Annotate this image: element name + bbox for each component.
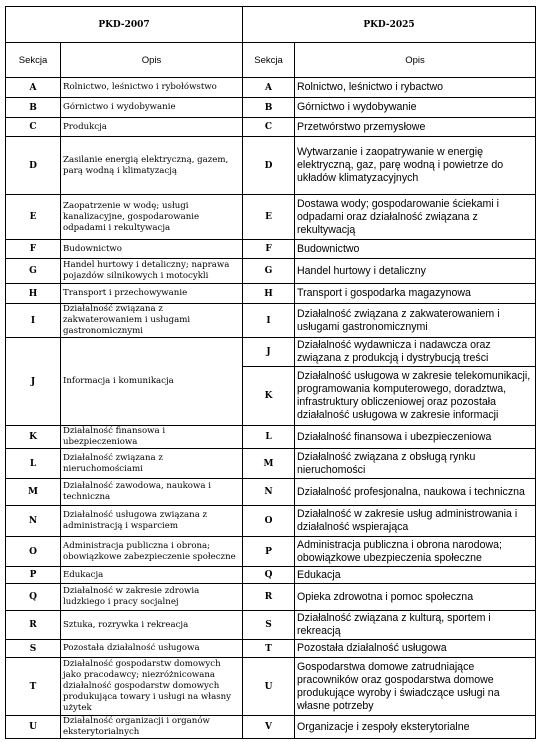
table-row: [6, 426, 536, 449]
section-desc-2007: Transport i przechowywanie: [61, 284, 243, 304]
section-code-2025: O: [243, 506, 295, 537]
section-code-2007: A: [6, 78, 61, 98]
section-desc-2007: Informacja i komunikacja: [61, 338, 243, 426]
section-code-2025: L: [243, 426, 295, 449]
section-desc-2025: Działalność usługowa w zakresie telekomunikacji, programowania komputerowego, doradztwa, infrastruktury obliczeniowej oraz pozostała działalność usługowa w zakresie informacji: [295, 367, 536, 426]
section-code-2025: G: [243, 259, 295, 284]
section-code-2007: S: [6, 640, 61, 658]
table-row: [6, 449, 536, 479]
section-code-2025: Q: [243, 567, 295, 584]
section-desc-2007: Działalność zawodowa, naukowa i techniczna: [61, 479, 243, 506]
table-row: [6, 658, 536, 716]
section-code-2007: B: [6, 98, 61, 118]
opis-header-2025: Opis: [295, 43, 536, 78]
section-desc-2007: Działalność finansowa i ubezpieczeniowa: [61, 426, 243, 449]
section-code-2007: J: [6, 338, 61, 426]
section-code-2007: Q: [6, 584, 61, 611]
table-row: [6, 567, 536, 584]
section-desc-2025: Rolnictwo, leśnictwo i rybactwo: [295, 78, 536, 98]
section-desc-2007: Działalność gospodarstw domowych jako pracodawcy; niezróżnicowana działalność gospodarstw domowych produkująca towary i usługi na własny użytek: [61, 658, 243, 716]
section-desc-2025: Górnictwo i wydobywanie: [295, 98, 536, 118]
table-row: [6, 259, 536, 284]
pkd2007-header: PKD-2007: [6, 7, 243, 43]
section-code-2025: U: [243, 658, 295, 716]
section-desc-2025: Działalność wydawnicza i nadawcza oraz związana z produkcją i dystrybucją treści: [295, 338, 536, 367]
section-desc-2025: Działalność finansowa i ubezpieczeniowa: [295, 426, 536, 449]
sekcja-header-2025: Sekcja: [243, 43, 295, 78]
section-code-2025: J: [243, 338, 295, 367]
section-code-2007: C: [6, 118, 61, 137]
section-desc-2007: Działalność związana z zakwaterowaniem i usługami gastronomicznymi: [61, 304, 243, 338]
section-code-2007: R: [6, 611, 61, 640]
table-row: [6, 716, 536, 739]
sekcja-header-2007: Sekcja: [6, 43, 61, 78]
section-code-2007: K: [6, 426, 61, 449]
section-code-2025: H: [243, 284, 295, 304]
section-code-2025: A: [243, 78, 295, 98]
section-code-2007: L: [6, 449, 61, 479]
section-desc-2007: Rolnictwo, leśnictwo i rybołówstwo: [61, 78, 243, 98]
section-desc-2025: Działalność profesjonalna, naukowa i techniczna: [295, 479, 536, 506]
section-code-2025: B: [243, 98, 295, 118]
section-code-2007: P: [6, 567, 61, 584]
section-code-2025: K: [243, 367, 295, 426]
section-desc-2025: Opieka zdrowotna i pomoc społeczna: [295, 584, 536, 611]
table-row: [6, 640, 536, 658]
section-code-2007: N: [6, 506, 61, 537]
section-code-2007: I: [6, 304, 61, 338]
section-desc-2025: Przetwórstwo przemysłowe: [295, 118, 536, 137]
table-row: [6, 118, 536, 137]
section-desc-2025: Transport i gospodarka magazynowa: [295, 284, 536, 304]
table-row: [6, 338, 536, 367]
section-desc-2007: Administracja publiczna i obrona; obowiązkowe zabezpieczenie społeczne: [61, 537, 243, 567]
section-code-2007: H: [6, 284, 61, 304]
table-row: [6, 304, 536, 338]
section-code-2025: T: [243, 640, 295, 658]
section-desc-2025: Handel hurtowy i detaliczny: [295, 259, 536, 284]
section-desc-2025: Działalność związana z zakwaterowaniem i usługami gastronomicznymi: [295, 304, 536, 338]
section-desc-2007: Górnictwo i wydobywanie: [61, 98, 243, 118]
section-desc-2007: Działalność usługowa związana z administracją i wsparciem: [61, 506, 243, 537]
section-desc-2007: Działalność w zakresie zdrowia ludzkiego i pracy socjalnej: [61, 584, 243, 611]
section-code-2025: S: [243, 611, 295, 640]
table-row: [6, 240, 536, 259]
section-desc-2025: Administracja publiczna i obrona narodowa; obowiązkowe ubezpieczenia społeczne: [295, 537, 536, 567]
section-code-2025: F: [243, 240, 295, 259]
section-desc-2007: Edukacja: [61, 567, 243, 584]
section-desc-2025: Działalność związana z obsługą rynku nieruchomości: [295, 449, 536, 479]
section-code-2007: M: [6, 479, 61, 506]
table-row: [6, 137, 536, 195]
section-desc-2007: Działalność związana z nieruchomościami: [61, 449, 243, 479]
section-desc-2025: Budownictwo: [295, 240, 536, 259]
section-desc-2025: Organizacje i zespoły eksterytorialne: [295, 716, 536, 739]
section-desc-2007: Pozostała działalność usługowa: [61, 640, 243, 658]
table-row: [6, 284, 536, 304]
section-code-2007: U: [6, 716, 61, 739]
section-desc-2025: Działalność w zakresie usług administrowania i działalność wspierająca: [295, 506, 536, 537]
section-code-2025: D: [243, 137, 295, 195]
section-desc-2025: Wytwarzanie i zaopatrywanie w energię elektryczną, gaz, parę wodną i powietrze do układów klimatyzacyjnych: [295, 137, 536, 195]
section-desc-2025: Pozostała działalność usługowa: [295, 640, 536, 658]
section-code-2007: T: [6, 658, 61, 716]
section-code-2007: E: [6, 195, 61, 240]
pkd2025-header: PKD-2025: [243, 7, 536, 43]
section-code-2025: R: [243, 584, 295, 611]
section-desc-2007: Działalność organizacji i organów eksterytorialnych: [61, 716, 243, 739]
section-code-2007: O: [6, 537, 61, 567]
section-code-2025: N: [243, 479, 295, 506]
pkd-comparison-table: [5, 6, 536, 739]
section-desc-2007: Zaopatrzenie w wodę; usługi kanalizacyjne, gospodarowanie odpadami i rekultywacja: [61, 195, 243, 240]
table-row: [6, 584, 536, 611]
table-row: [6, 195, 536, 240]
section-code-2025: M: [243, 449, 295, 479]
table-row: [6, 611, 536, 640]
table-row: [6, 479, 536, 506]
section-code-2025: P: [243, 537, 295, 567]
section-code-2007: F: [6, 240, 61, 259]
table-row: [6, 98, 536, 118]
section-desc-2007: Sztuka, rozrywka i rekreacja: [61, 611, 243, 640]
section-desc-2007: Zasilanie energią elektryczną, gazem, parą wodną i klimatyzacją: [61, 137, 243, 195]
section-desc-2025: Edukacja: [295, 567, 536, 584]
table-row: [6, 537, 536, 567]
section-code-2007: D: [6, 137, 61, 195]
section-code-2025: E: [243, 195, 295, 240]
section-desc-2025: Działalność związana z kulturą, sportem i rekreacją: [295, 611, 536, 640]
section-code-2025: V: [243, 716, 295, 739]
section-desc-2025: Dostawa wody; gospodarowanie ściekami i odpadami oraz działalność związana z rekultywacją: [295, 195, 536, 240]
section-desc-2025: Gospodarstwa domowe zatrudniające pracowników oraz gospodarstwa domowe produkujące wyroby i świadczące usługi na własne potrzeby: [295, 658, 536, 716]
section-code-2025: I: [243, 304, 295, 338]
table-row: [6, 78, 536, 98]
section-code-2025: C: [243, 118, 295, 137]
section-desc-2007: Handel hurtowy i detaliczny; naprawa pojazdów silnikowych i motocykli: [61, 259, 243, 284]
table-row: [6, 506, 536, 537]
section-desc-2007: Produkcja: [61, 118, 243, 137]
section-desc-2007: Budownictwo: [61, 240, 243, 259]
section-code-2007: G: [6, 259, 61, 284]
opis-header-2007: Opis: [61, 43, 243, 78]
